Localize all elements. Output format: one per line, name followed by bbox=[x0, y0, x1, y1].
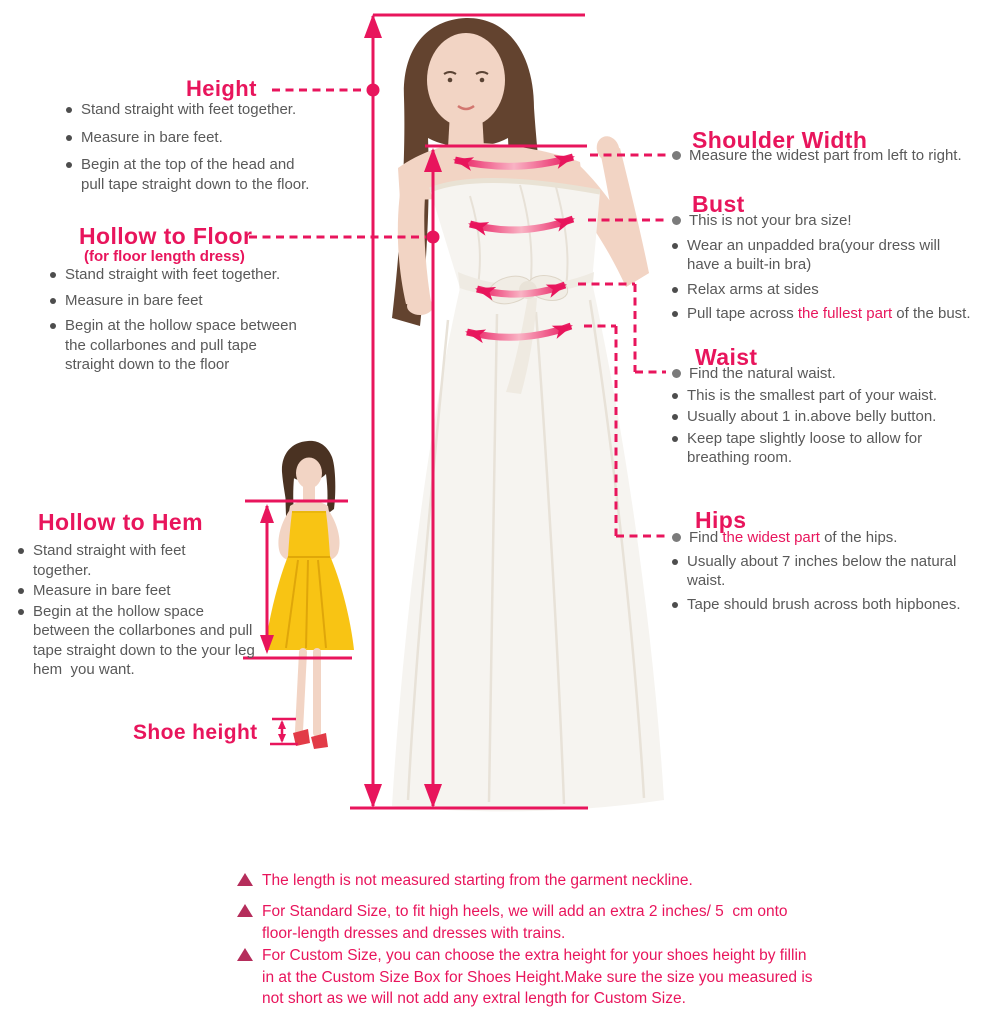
shoulder-width-title: Shoulder Width bbox=[692, 127, 868, 153]
arrow-up-icon bbox=[260, 504, 274, 523]
list-item: Stand straight with feet together. bbox=[66, 100, 309, 120]
warning-triangle-icon bbox=[237, 904, 253, 917]
hips-title: Hips bbox=[695, 507, 747, 533]
note-neckline: The length is not measured starting from the garment neckline. bbox=[237, 870, 693, 892]
hollow-to-hem-title: Hollow to Hem bbox=[38, 509, 203, 535]
height-bullets bbox=[66, 100, 309, 194]
list-item: Stand straight with feet together. bbox=[18, 541, 255, 580]
list-item: Find the widest part of the hips. bbox=[672, 528, 961, 548]
bust-bullets bbox=[672, 211, 971, 324]
bullet-dot-icon bbox=[18, 588, 24, 594]
list-item: Begin at the hollow space between the collarbones and pull tape straight down to the your leg hem you want. bbox=[18, 602, 255, 680]
hollow-to-floor-connector-dot bbox=[427, 231, 440, 244]
list-item: This is not your bra size! bbox=[672, 211, 971, 231]
hollow-to-hem-bullets bbox=[18, 541, 255, 680]
height-connector-dot bbox=[367, 84, 380, 97]
arrow-up-icon bbox=[278, 720, 286, 729]
warning-triangle-icon bbox=[237, 873, 253, 886]
shoulder-width-bullets bbox=[672, 146, 962, 166]
list-item: Measure in bare feet. bbox=[66, 128, 309, 148]
list-item: Wear an unpadded bra(your dress will have a built-in bra) bbox=[672, 236, 971, 275]
bullet-dot-icon bbox=[66, 135, 72, 141]
hollow-to-floor-bullets bbox=[50, 265, 297, 375]
hollow-to-floor-title: Hollow to Floor bbox=[79, 223, 253, 249]
small-model-illustration bbox=[265, 441, 354, 749]
height-title: Height bbox=[186, 76, 257, 101]
arrow-down-icon bbox=[278, 734, 286, 743]
small-model-shoe bbox=[311, 733, 328, 749]
bullet-dot-icon bbox=[672, 311, 678, 317]
shoe-height-bracket bbox=[270, 719, 298, 744]
bullet-dot-icon bbox=[66, 162, 72, 168]
connector-dot-icon bbox=[672, 151, 681, 160]
small-model-skirt bbox=[265, 556, 354, 650]
bullet-dot-icon bbox=[672, 243, 678, 249]
list-item: Tape should brush across both hipbones. bbox=[672, 595, 961, 615]
bullet-dot-icon bbox=[672, 436, 678, 442]
connector-dot-icon bbox=[672, 533, 681, 542]
bullet-dot-icon bbox=[50, 323, 56, 329]
arrow-up-icon bbox=[364, 14, 382, 38]
bust-title: Bust bbox=[692, 191, 745, 217]
list-item: Keep tape slightly loose to allow for breathing room. bbox=[672, 429, 937, 468]
list-item: Usually about 1 in.above belly button. bbox=[672, 407, 937, 427]
connector-dot-icon bbox=[672, 369, 681, 378]
list-item: This is the smallest part of your waist. bbox=[672, 386, 937, 406]
bullet-dot-icon bbox=[672, 287, 678, 293]
bullet-dot-icon bbox=[66, 107, 72, 113]
warning-triangle-icon bbox=[237, 948, 253, 961]
list-item: Measure the widest part from left to right. bbox=[672, 146, 962, 166]
highlighted-phrase: the fullest part bbox=[797, 305, 893, 322]
arrow-down-icon bbox=[364, 784, 382, 808]
list-item: Stand straight with feet together. bbox=[50, 265, 297, 285]
hollow-to-floor-subtitle: (for floor length dress) bbox=[84, 248, 245, 265]
bullet-dot-icon bbox=[18, 609, 24, 615]
bullet-dot-icon bbox=[672, 559, 678, 565]
waist-title: Waist bbox=[695, 344, 758, 370]
bullet-dot-icon bbox=[18, 548, 24, 554]
shoe-height-title: Shoe height bbox=[133, 721, 258, 744]
note-standard-size: For Standard Size, to fit high heels, we will add an extra 2 inches/ 5 cm onto floor-length dresses and dresses with trains. bbox=[237, 901, 788, 944]
list-item: Relax arms at sides bbox=[672, 280, 971, 300]
small-model-bodice bbox=[288, 512, 330, 556]
hips-bullets bbox=[672, 528, 961, 614]
note-custom-size: For Custom Size, you can choose the extra height for your shoes height by fillin in at the Custom Size Box for Shoes Height.Make sure the size you measured is not short as we will not add any extral length for Custom Size. bbox=[237, 945, 813, 1010]
list-item: Usually about 7 inches below the natural waist. bbox=[672, 552, 961, 591]
connector-dot-icon bbox=[672, 216, 681, 225]
bullet-dot-icon bbox=[50, 298, 56, 304]
list-item: Begin at the hollow space between the collarbones and pull tape straight down to the floor bbox=[50, 316, 297, 375]
bullet-dot-icon bbox=[672, 393, 678, 399]
bullet-dot-icon bbox=[672, 414, 678, 420]
list-item: Measure in bare feet bbox=[50, 291, 297, 311]
list-item: Find the natural waist. bbox=[672, 364, 937, 384]
small-model-face bbox=[296, 458, 322, 489]
list-item: Measure in bare feet bbox=[18, 581, 255, 601]
bullet-dot-icon bbox=[672, 602, 678, 608]
highlighted-phrase: the widest part bbox=[722, 529, 820, 546]
waist-bullets bbox=[672, 364, 937, 468]
bullet-dot-icon bbox=[50, 272, 56, 278]
list-item: Begin at the top of the head and pull tape straight down to the floor. bbox=[66, 155, 309, 194]
list-item: Pull tape across the fullest part of the bust. bbox=[672, 304, 971, 324]
